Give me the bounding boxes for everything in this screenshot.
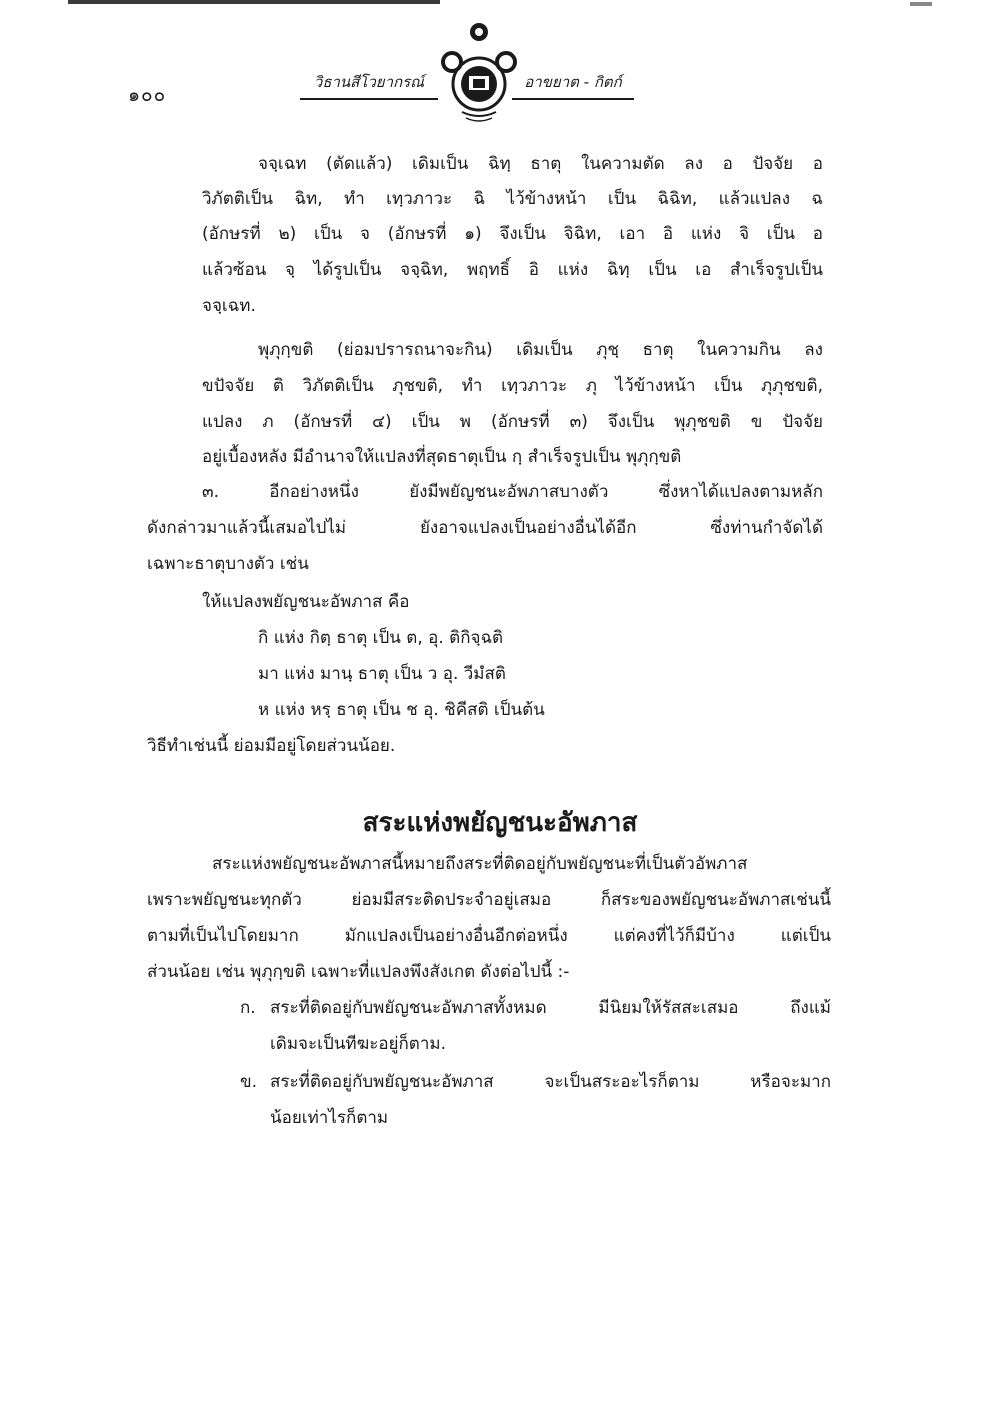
- page-number: ๑๐๐: [128, 84, 167, 106]
- text-line: ตามที่เป็นไปโดยมาก มักแปลงเป็นอย่างอื่นอีกต่อหนึ่ง แต่คงที่ไว้ก็มีบ้าง แต่เป็น: [147, 926, 831, 946]
- text-line: จจฺเฉท (ตัดแล้ว) เดิมเป็น ฉิทฺ ธาตุ ในความตัด ลง อ ปัจจัย อ: [258, 154, 823, 174]
- text-line: อยู่เบื้องหลัง มีอำนาจให้แปลงที่สุดธาตุเป็น กฺ สำเร็จรูปเป็น พุภุกฺขติ: [202, 447, 682, 467]
- text-line: เฉพาะธาตุบางตัว เช่น: [147, 554, 309, 574]
- examples-intro: ให้แปลงพยัญชนะอัพภาส คือ: [202, 592, 410, 612]
- text-line: (อักษรที่ ๒) เป็น จ (อักษรที่ ๑) จึงเป็น จิฉิท, เอา อิ แห่ง จิ เป็น อ: [202, 224, 823, 244]
- list-marker: ข.: [240, 1072, 258, 1092]
- text-line: ดังกล่าวมาแล้วนี้เสมอไปไม่ ยังอาจแปลงเป็นอย่างอื่นได้อีก ซึ่งท่านกำจัดได้: [147, 518, 823, 538]
- list-item: ห แห่ง หรฺ ธาตุ เป็น ช อุ. ชิคีสติ เป็นต้น: [258, 700, 545, 720]
- text-line: แปลง ภ (อักษรที่ ๔) เป็น พ (อักษรที่ ๓) จึงเป็น พุภุชขติ ข ปัจจัย: [202, 412, 823, 432]
- text-line: เดิมจะเป็นทีฆะอยู่ก็ตาม.: [270, 1034, 446, 1054]
- closing-line: วิธีทำเช่นนี้ ย่อมมีอยู่โดยส่วนน้อย.: [147, 736, 396, 756]
- text-line: เพราะพยัญชนะทุกตัว ย่อมมีสระติดประจำอยู่เสมอ ก็สระของพยัญชนะอัพภาสเช่นนี้: [147, 890, 831, 910]
- running-title-left: วิธานสีโวยากรณ์: [300, 70, 438, 100]
- text-line: วิภัตติเป็น ฉิท, ทำ เทฺวภาวะ ฉิ ไว้ข้างหน้า เป็น ฉิฉิท, แล้วแปลง ฉ: [202, 189, 823, 209]
- section-title: สระแห่งพยัญชนะอัพภาส: [362, 808, 638, 838]
- text-line: สระที่ติดอยู่กับพยัญชนะอัพภาสทั้งหมด มีนิยมให้รัสสะเสมอ ถึงแม้: [270, 998, 831, 1018]
- text-line: ขปัจจัย ติ วิภัตติเป็น ภุชขติ, ทำ เทฺวภาวะ ภุ ไว้ข้างหน้า เป็น ภุภุชขติ,: [202, 376, 823, 396]
- text-line: ๓. อีกอย่างหนึ่ง ยังมีพยัญชนะอัพภาสบางตัว ซึ่งหาได้แปลงตามหลัก: [202, 482, 823, 502]
- seal-emblem-icon: [436, 20, 522, 130]
- text-line: สระแห่งพยัญชนะอัพภาสนี้หมายถึงสระที่ติดอยู่กับพยัญชนะที่เป็นตัวอัพภาส: [212, 854, 748, 874]
- text-line: แล้วซ้อน จฺ ได้รูปเป็น จจฺฉิท, พฤทธิ์ อิ แห่ง ฉิทฺ เป็น เอ สำเร็จรูปเป็น: [202, 260, 823, 280]
- running-title-right: อาขยาต - กิตก์: [512, 70, 634, 100]
- list-item: กิ แห่ง กิตฺ ธาตุ เป็น ต, อุ. ติกิจฺฉติ: [258, 628, 504, 648]
- list-marker: ก.: [240, 998, 256, 1018]
- text-line: น้อยเท่าไรก็ตาม: [270, 1108, 389, 1128]
- text-line: พุภุกฺขติ (ย่อมปรารถนาจะกิน) เดิมเป็น ภุชฺ ธาตุ ในความกิน ลง: [258, 340, 823, 360]
- text-line: จจฺเฉท.: [202, 296, 256, 316]
- page-header: [0, 0, 1000, 140]
- text-line: สระที่ติดอยู่กับพยัญชนะอัพภาส จะเป็นสระอะไรก็ตาม หรือจะมาก: [270, 1072, 831, 1092]
- text-line: ส่วนน้อย เช่น พุภุกฺขติ เฉพาะที่แปลงพึงสังเกต ดังต่อไปนี้ :-: [147, 962, 570, 982]
- list-item: มา แห่ง มานฺ ธาตุ เป็น ว อุ. วีมํสติ: [258, 664, 506, 684]
